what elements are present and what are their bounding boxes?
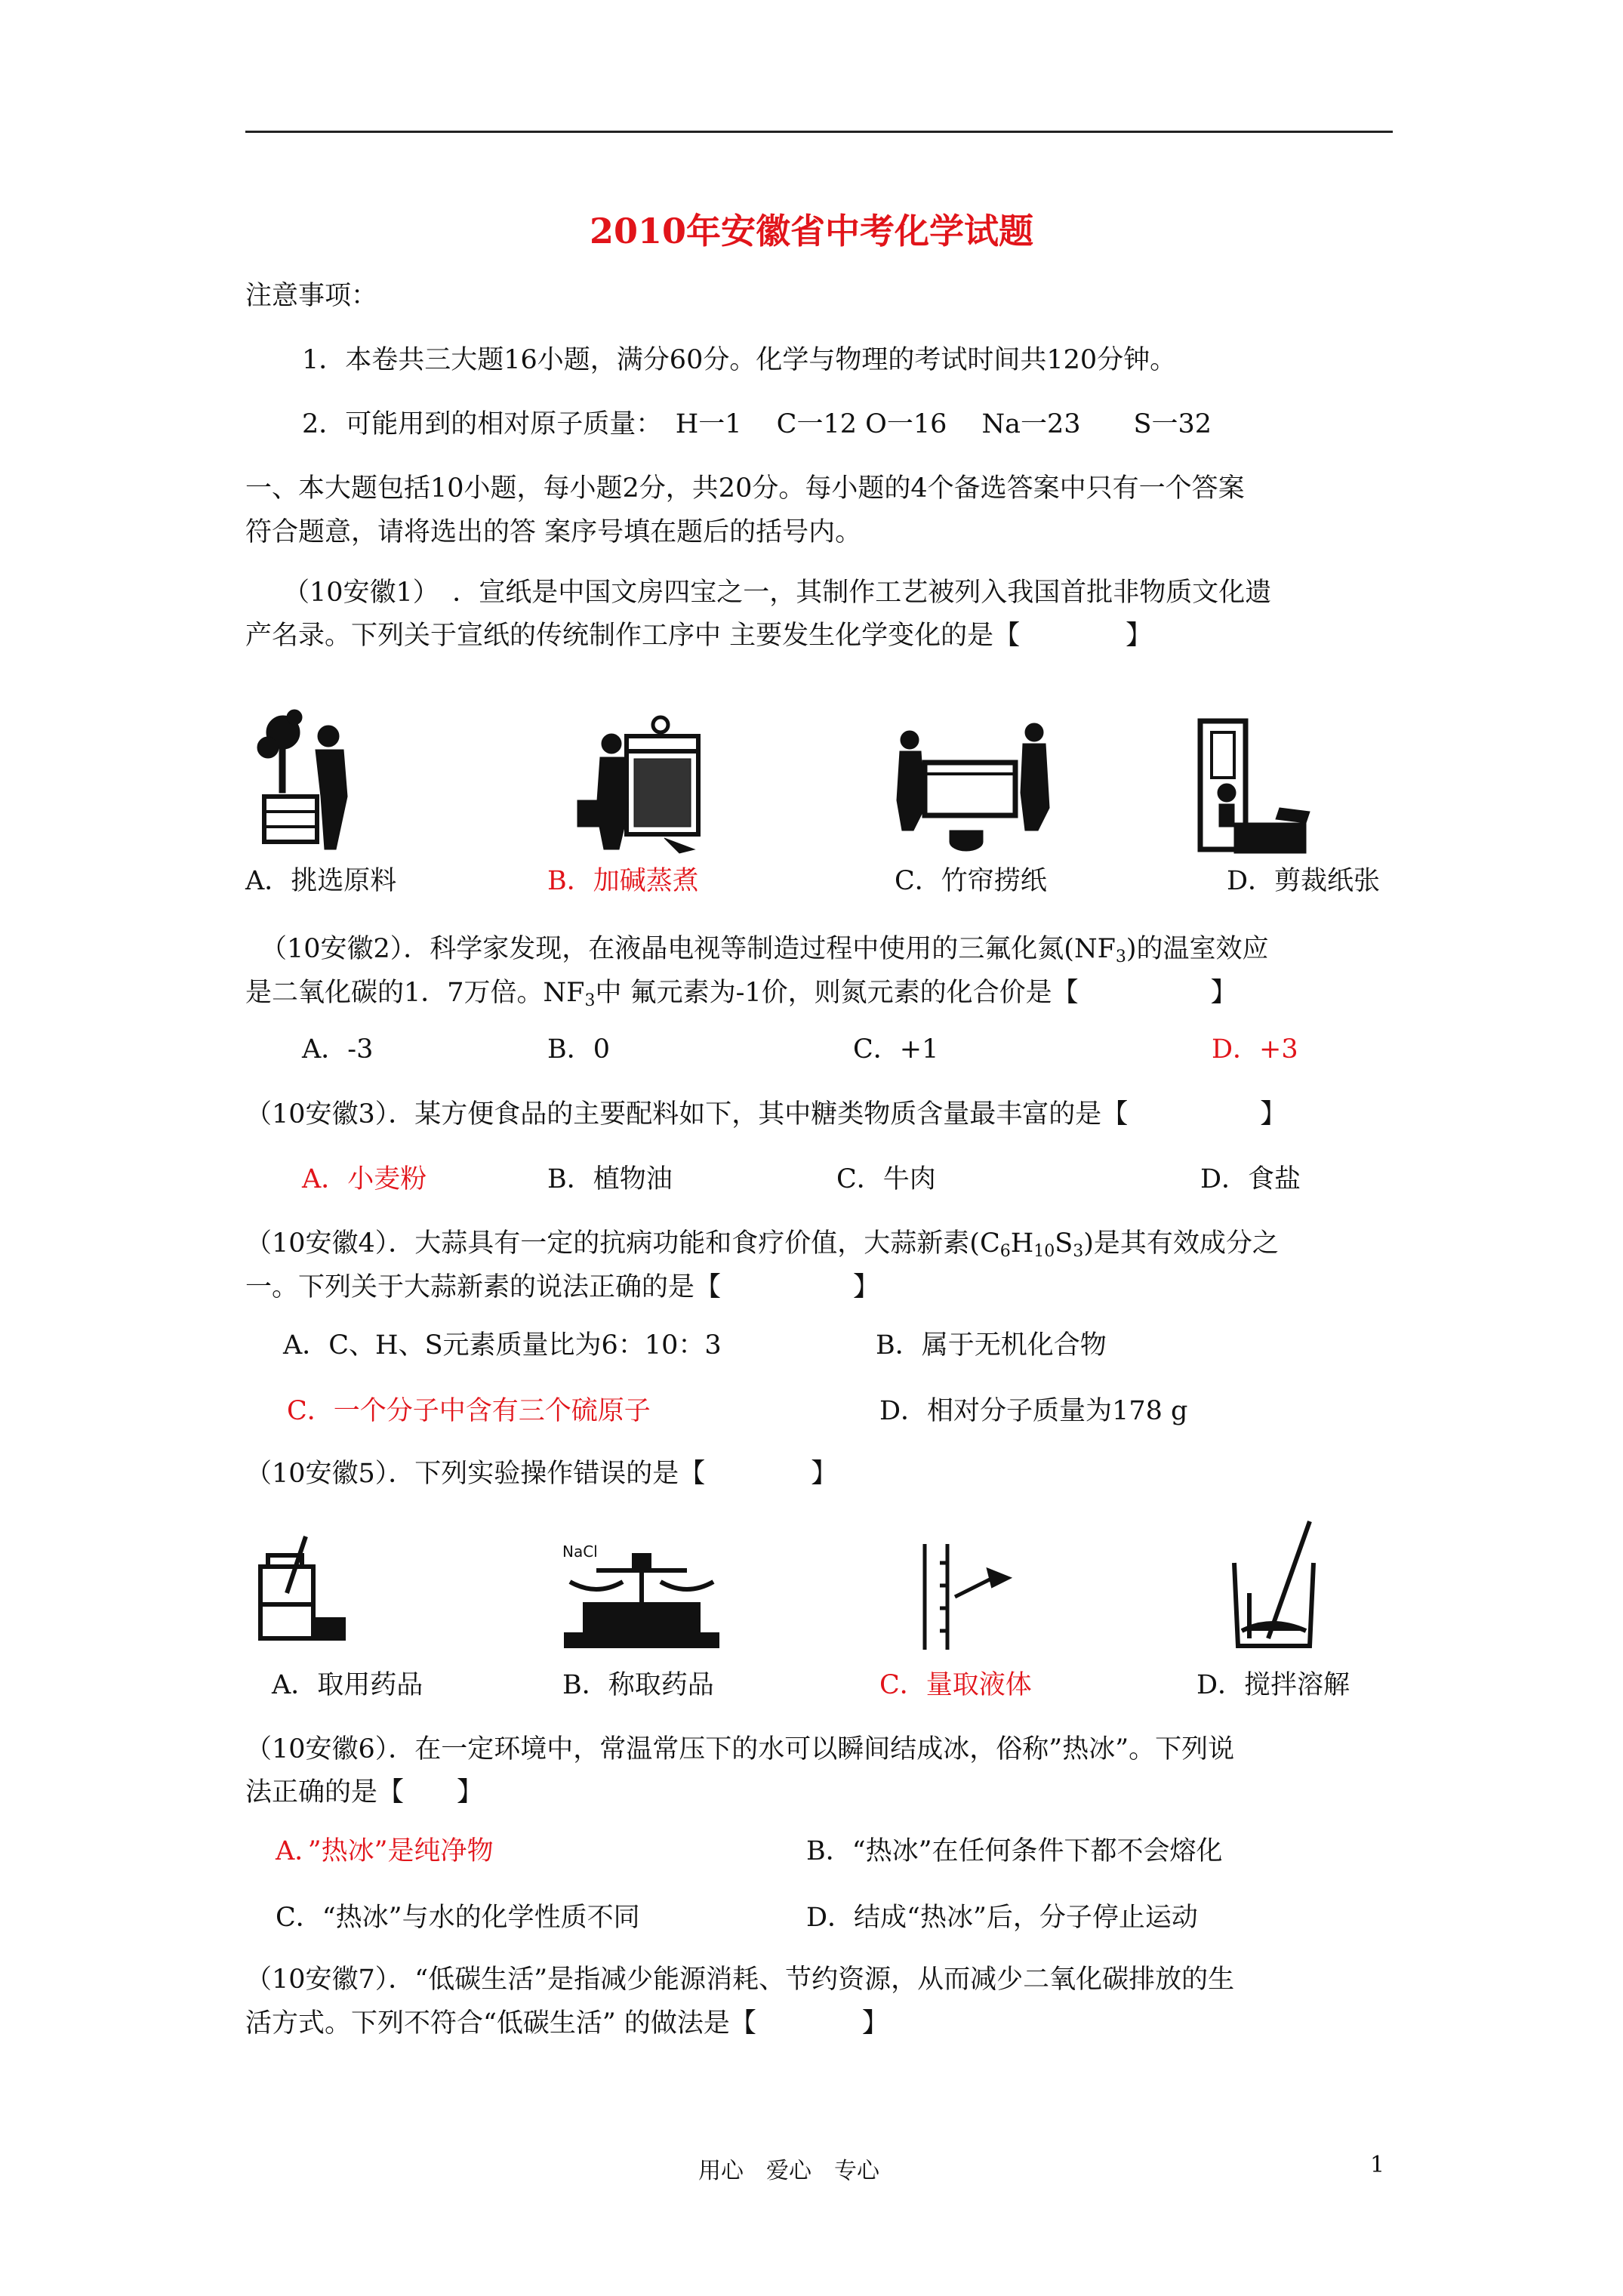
q6-stem: （10安徽6）．在一定环境中，常温常压下的水可以瞬间结成冰，俗称”热冰”。下列说 — [245, 1734, 1235, 1764]
page-number: 1 — [1370, 2152, 1385, 2178]
q7-stem: （10安徽7）．“低碳生活”是指减少能源消耗、节约资源，从而减少二氧化碳排放的生 — [245, 1965, 1235, 1995]
balance-icon — [562, 1540, 728, 1653]
q3-stem: （10安徽3）．某方便食品的主要配料如下，其中糖类物质含量最丰富的是【 】 — [245, 1099, 1287, 1130]
q6-option-a: A．”热冰”是纯净物 — [276, 1836, 494, 1866]
q4-stem-cont: 一。下列关于大蒜新素的说法正确的是【 】 — [245, 1272, 880, 1302]
footer-motto: 用心 爱心 专心 — [698, 2158, 879, 2184]
q2-stem-cont: 是二氧化碳的1．7万倍。$NF_3$中 氟元素为-1价，则氮元素的化合价是【 】 — [245, 978, 1237, 1010]
q1-option-c: C．竹帘捞纸 — [895, 866, 1047, 896]
q1-stem-cont: 产名录。下列关于宣纸的传统制作工序中 主要发生化学变化的是【 】 — [245, 621, 1153, 651]
paper-scooping-icon — [883, 717, 1064, 861]
q6-option-b: B．“热冰”在任何条件下都不会熔化 — [806, 1836, 1223, 1866]
note-2: 2．可能用到的相对原子质量： H一1 C一12 O一16 Na一23 S一32 — [302, 409, 1212, 439]
q5-option-c: C．量取液体 — [879, 1670, 1032, 1700]
header-rule — [245, 131, 1393, 133]
q5-stem: （10安徽5）．下列实验操作错误的是【 】 — [245, 1459, 838, 1489]
q1-option-b: B．加碱蒸煮 — [547, 866, 699, 896]
worker-picking-icon — [249, 706, 362, 857]
section-1-intro-cont: 符合题意，请将选出的答 案序号填在题后的括号内。 — [245, 517, 862, 547]
q3-option-b: B．植物油 — [547, 1164, 673, 1194]
q2-stem: （10安徽2）．科学家发现，在液晶电视等制造过程中使用的三氟化氮$(NF_3)$的温室效应 — [260, 934, 1269, 966]
q2-option-c: C．+1 — [853, 1034, 939, 1065]
graduated-cylinder-icon — [910, 1540, 1015, 1653]
boiling-vat-icon — [574, 706, 710, 857]
notice-heading: 注意事项： — [245, 281, 378, 311]
q4-option-c: C．一个分子中含有三个硫原子 — [287, 1396, 651, 1426]
balance-nacl-label: NaCl — [562, 1542, 598, 1561]
q2-option-d: D．+3 — [1212, 1034, 1298, 1065]
q6-option-c: C．“热冰”与水的化学性质不同 — [276, 1903, 640, 1933]
page-title: 2010年安徽省中考化学试题 — [589, 211, 1034, 251]
q5-option-a: A．取用药品 — [272, 1670, 423, 1700]
q4-option-b: B．属于无机化合物 — [876, 1330, 1107, 1361]
q2-option-b: B．0 — [547, 1034, 610, 1065]
q1-option-a: A．挑选原料 — [245, 866, 397, 896]
q1-stem: （10安徽1） ．宣纸是中国文房四宝之一，其制作工艺被列入我国首批非物质文化遗 — [283, 578, 1272, 608]
q4-option-a: A．C、H、S元素质量比为6：10：3 — [283, 1330, 722, 1361]
q5-option-b: B．称取药品 — [562, 1670, 714, 1700]
section-1-intro: 一、本大题包括10小题，每小题2分，共20分。每小题的4个备选答案中只有一个答案 — [245, 473, 1245, 504]
q3-option-a: A．小麦粉 — [302, 1164, 427, 1194]
q5-option-d: D．搅拌溶解 — [1196, 1670, 1350, 1700]
q6-stem-cont: 法正确的是【 】 — [245, 1777, 484, 1808]
paper-cutting-icon — [1196, 717, 1317, 861]
q3-option-c: C．牛肉 — [836, 1164, 936, 1194]
q2-option-a: A．-3 — [302, 1034, 374, 1065]
q7-stem-cont: 活方式。下列不符合“低碳生活” 的做法是【 】 — [245, 2008, 888, 2039]
q4-stem: （10安徽4）．大蒜具有一定的抗病功能和食疗价值，大蒜新素$(C_6H_{10}S_3)$是其有效成分之 — [245, 1228, 1279, 1261]
q4-option-d: D．相对分子质量为178 g — [879, 1396, 1188, 1426]
q3-option-d: D．食盐 — [1200, 1164, 1301, 1194]
note-1: 1．本卷共三大题16小题，满分60分。化学与物理的考试时间共120分钟。 — [302, 345, 1177, 375]
q6-option-d: D．结成“热冰”后，分子停止运动 — [806, 1903, 1198, 1933]
beaker-stirring-icon — [1227, 1518, 1325, 1653]
q1-option-d: D．剪裁纸张 — [1227, 866, 1381, 896]
reagent-bottle-icon — [253, 1533, 351, 1646]
